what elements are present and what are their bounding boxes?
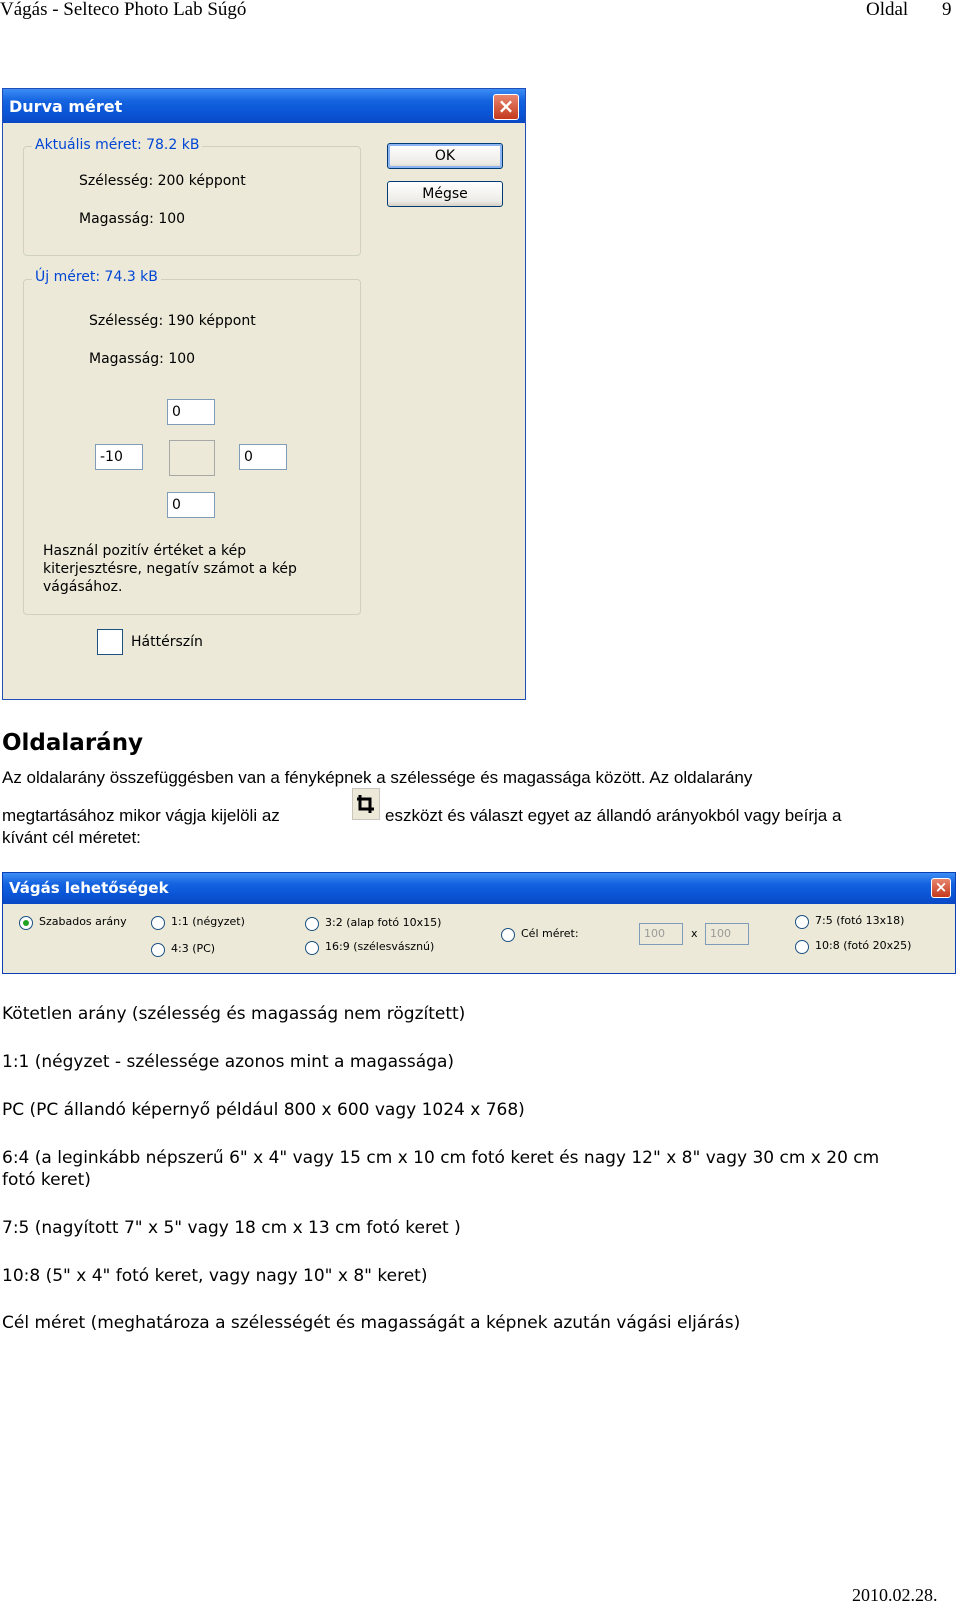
close-button[interactable]: × — [493, 94, 519, 120]
list-item: Cél méret (meghatároza a szélességét és magasságát a képnek azután vágási eljárás) — [2, 1313, 741, 1333]
radio-3-2[interactable] — [305, 917, 319, 931]
radio-target-size[interactable] — [501, 928, 515, 942]
dialog-titlebar — [3, 89, 525, 123]
intro-line-2b: eszközt és választ egyet az állandó arányokból vagy beírja a — [385, 806, 842, 825]
crop-options-panel — [2, 872, 956, 974]
new-width-label: Szélesség: 190 képpont — [89, 313, 256, 329]
right-margin-input[interactable]: 0 — [239, 444, 287, 470]
option-16-9-label: 16:9 (szélesvásznú) — [325, 940, 435, 953]
option-4-3-label: 4:3 (PC) — [171, 942, 216, 955]
panel-titlebar — [3, 873, 955, 904]
radio-4-3[interactable] — [151, 943, 165, 957]
target-width-input[interactable]: 100 — [639, 923, 683, 945]
new-height-label: Magasság: 100 — [89, 351, 196, 367]
image-preview-box — [169, 440, 215, 476]
current-size-legend: Aktuális méret: 78.2 kB — [32, 137, 202, 153]
section-heading: Oldalarány — [2, 730, 144, 756]
new-size-legend: Új méret: 74.3 kB — [32, 269, 161, 285]
radio-10-8[interactable] — [795, 940, 809, 954]
radio-1-1[interactable] — [151, 916, 165, 930]
intro-line-2a: megtartásához mikor vágja kijelöli az — [2, 806, 280, 825]
hint-line-1: Használ pozitív értéket a kép — [43, 543, 247, 559]
radio-free-ratio[interactable] — [19, 916, 33, 930]
option-free-ratio-label: Szabados arány — [39, 915, 127, 928]
ok-button[interactable]: OK — [387, 143, 503, 169]
list-item: 6:4 (a leginkább népszerű 6" x 4" vagy 15 cm x 10 cm fotó keret és nagy 12" x 8" vagy 30 cm x 20 cm — [2, 1148, 880, 1168]
list-item: 10:8 (5" x 4" fotó keret, vagy nagy 10" x 8" keret) — [2, 1266, 428, 1286]
list-item: fotó keret) — [2, 1170, 91, 1190]
list-item: 1:1 (négyzet - szélessége azonos mint a magassága) — [2, 1052, 455, 1072]
current-width-label: Szélesség: 200 képpont — [79, 173, 246, 189]
hint-line-2: kiterjesztésre, negatív számot a kép — [43, 561, 297, 577]
option-3-2-label: 3:2 (alap fotó 10x15) — [325, 916, 442, 929]
list-item: Kötetlen arány (szélesség és magasság nem rögzített) — [2, 1004, 466, 1024]
list-item: 7:5 (nagyított 7" x 5" vagy 18 cm x 13 cm fotó keret ) — [2, 1218, 461, 1238]
radio-7-5[interactable] — [795, 915, 809, 929]
panel-close-button[interactable]: × — [931, 878, 951, 898]
footer-date: 2010.02.28. — [852, 1585, 938, 1605]
list-item: PC (PC állandó képernyő például 800 x 600 vagy 1024 x 768) — [2, 1100, 525, 1120]
crop-tool-icon — [352, 788, 380, 820]
left-margin-input[interactable]: -10 — [95, 444, 143, 470]
top-margin-input[interactable]: 0 — [167, 399, 215, 425]
option-1-1-label: 1:1 (négyzet) — [171, 915, 245, 928]
option-7-5-label: 7:5 (fotó 13x18) — [815, 914, 905, 927]
current-height-label: Magasság: 100 — [79, 211, 186, 227]
intro-line-3: kívánt cél méretet: — [2, 828, 141, 847]
target-height-input[interactable]: 100 — [705, 923, 749, 945]
radio-16-9[interactable] — [305, 941, 319, 955]
option-target-size-label: Cél méret: — [521, 927, 579, 940]
page-label: Oldal — [866, 0, 909, 20]
hint-line-3: vágásához. — [43, 579, 123, 595]
intro-line-1: Az oldalarány összefüggésben van a fényképnek a szélessége és magassága között. Az oldalarány — [2, 768, 753, 787]
times-sign: x — [691, 927, 698, 940]
current-size-group — [23, 146, 361, 256]
dialog-title: Durva méret — [9, 97, 123, 116]
bottom-margin-input[interactable]: 0 — [167, 492, 215, 518]
document-title: Vágás - Selteco Photo Lab Súgó — [0, 0, 247, 20]
option-10-8-label: 10:8 (fotó 20x25) — [815, 939, 912, 952]
cancel-button[interactable]: Mégse — [387, 181, 503, 207]
background-color-label: Háttérszín — [131, 634, 203, 650]
page-number: 9 — [942, 0, 952, 20]
panel-title: Vágás lehetőségek — [9, 879, 169, 897]
coarse-size-dialog — [2, 88, 526, 700]
background-color-swatch[interactable] — [97, 629, 123, 655]
